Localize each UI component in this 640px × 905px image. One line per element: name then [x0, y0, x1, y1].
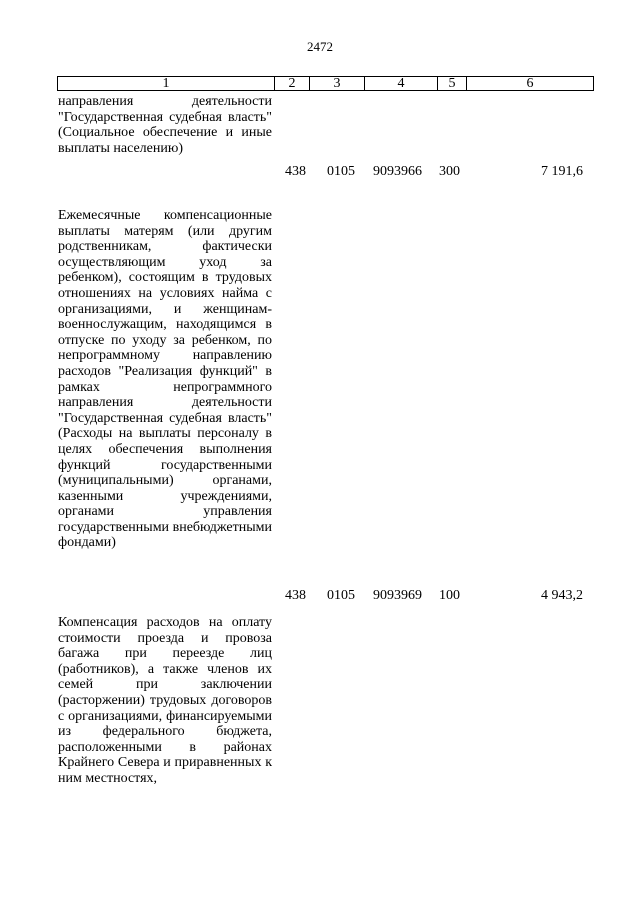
table-row-description: Компенсация расходов на оплату стоимости проезда и провоза багажа при переезде лиц (работников), а также членов их семей при заключении (расторжении) трудовых договоров с организациями, финансируемыми из федерального бюджета, расположенными в районах Крайнего Севера и приравненных к ним местностях, — [58, 615, 272, 786]
row-cell-col4: 9093966 — [373, 164, 422, 179]
column-header-5: 5 — [438, 77, 467, 91]
page-number: 2472 — [307, 39, 333, 54]
column-header-4: 4 — [365, 77, 438, 91]
row-cell-col3: 0105 — [327, 588, 355, 603]
row-cell-col2: 438 — [285, 164, 306, 179]
row-cell-col6: 7 191,6 — [541, 164, 583, 179]
row-cell-col2: 438 — [285, 588, 306, 603]
table-row-description: направления деятельности "Государственная судебная власть" (Социальное обеспечение и иные выплаты населению) — [58, 94, 272, 156]
column-header-3: 3 — [310, 77, 365, 91]
column-header-2: 2 — [275, 77, 310, 91]
row-cell-col3: 0105 — [327, 164, 355, 179]
column-header-6: 6 — [467, 77, 594, 91]
row-cell-col5: 300 — [439, 164, 460, 179]
row-cell-col4: 9093969 — [373, 588, 422, 603]
column-header-table — [57, 76, 594, 91]
column-header-row — [58, 77, 594, 91]
row-cell-col5: 100 — [439, 588, 460, 603]
column-header-1: 1 — [58, 77, 275, 91]
table-row-description: Ежемесячные компенсационные выплаты матерям (или другим родственникам, фактически осуществляющим уход за ребенком), состоящим в трудовых отношениях на условиях найма с организациями, и женщинам-военнослужащим, находящимся в отпуске по уходу за ребенком, по непрограммному направлению расходов "Реализация функций" в рамках непрограммного направления деятельности "Государственная судебная власть" (Расходы на выплаты персоналу в целях обеспечения выполнения функций государственными (муниципальными) органами, казенными учреждениями, органами управления государственными внебюджетными фондами) — [58, 208, 272, 551]
row-cell-col6: 4 943,2 — [541, 588, 583, 603]
